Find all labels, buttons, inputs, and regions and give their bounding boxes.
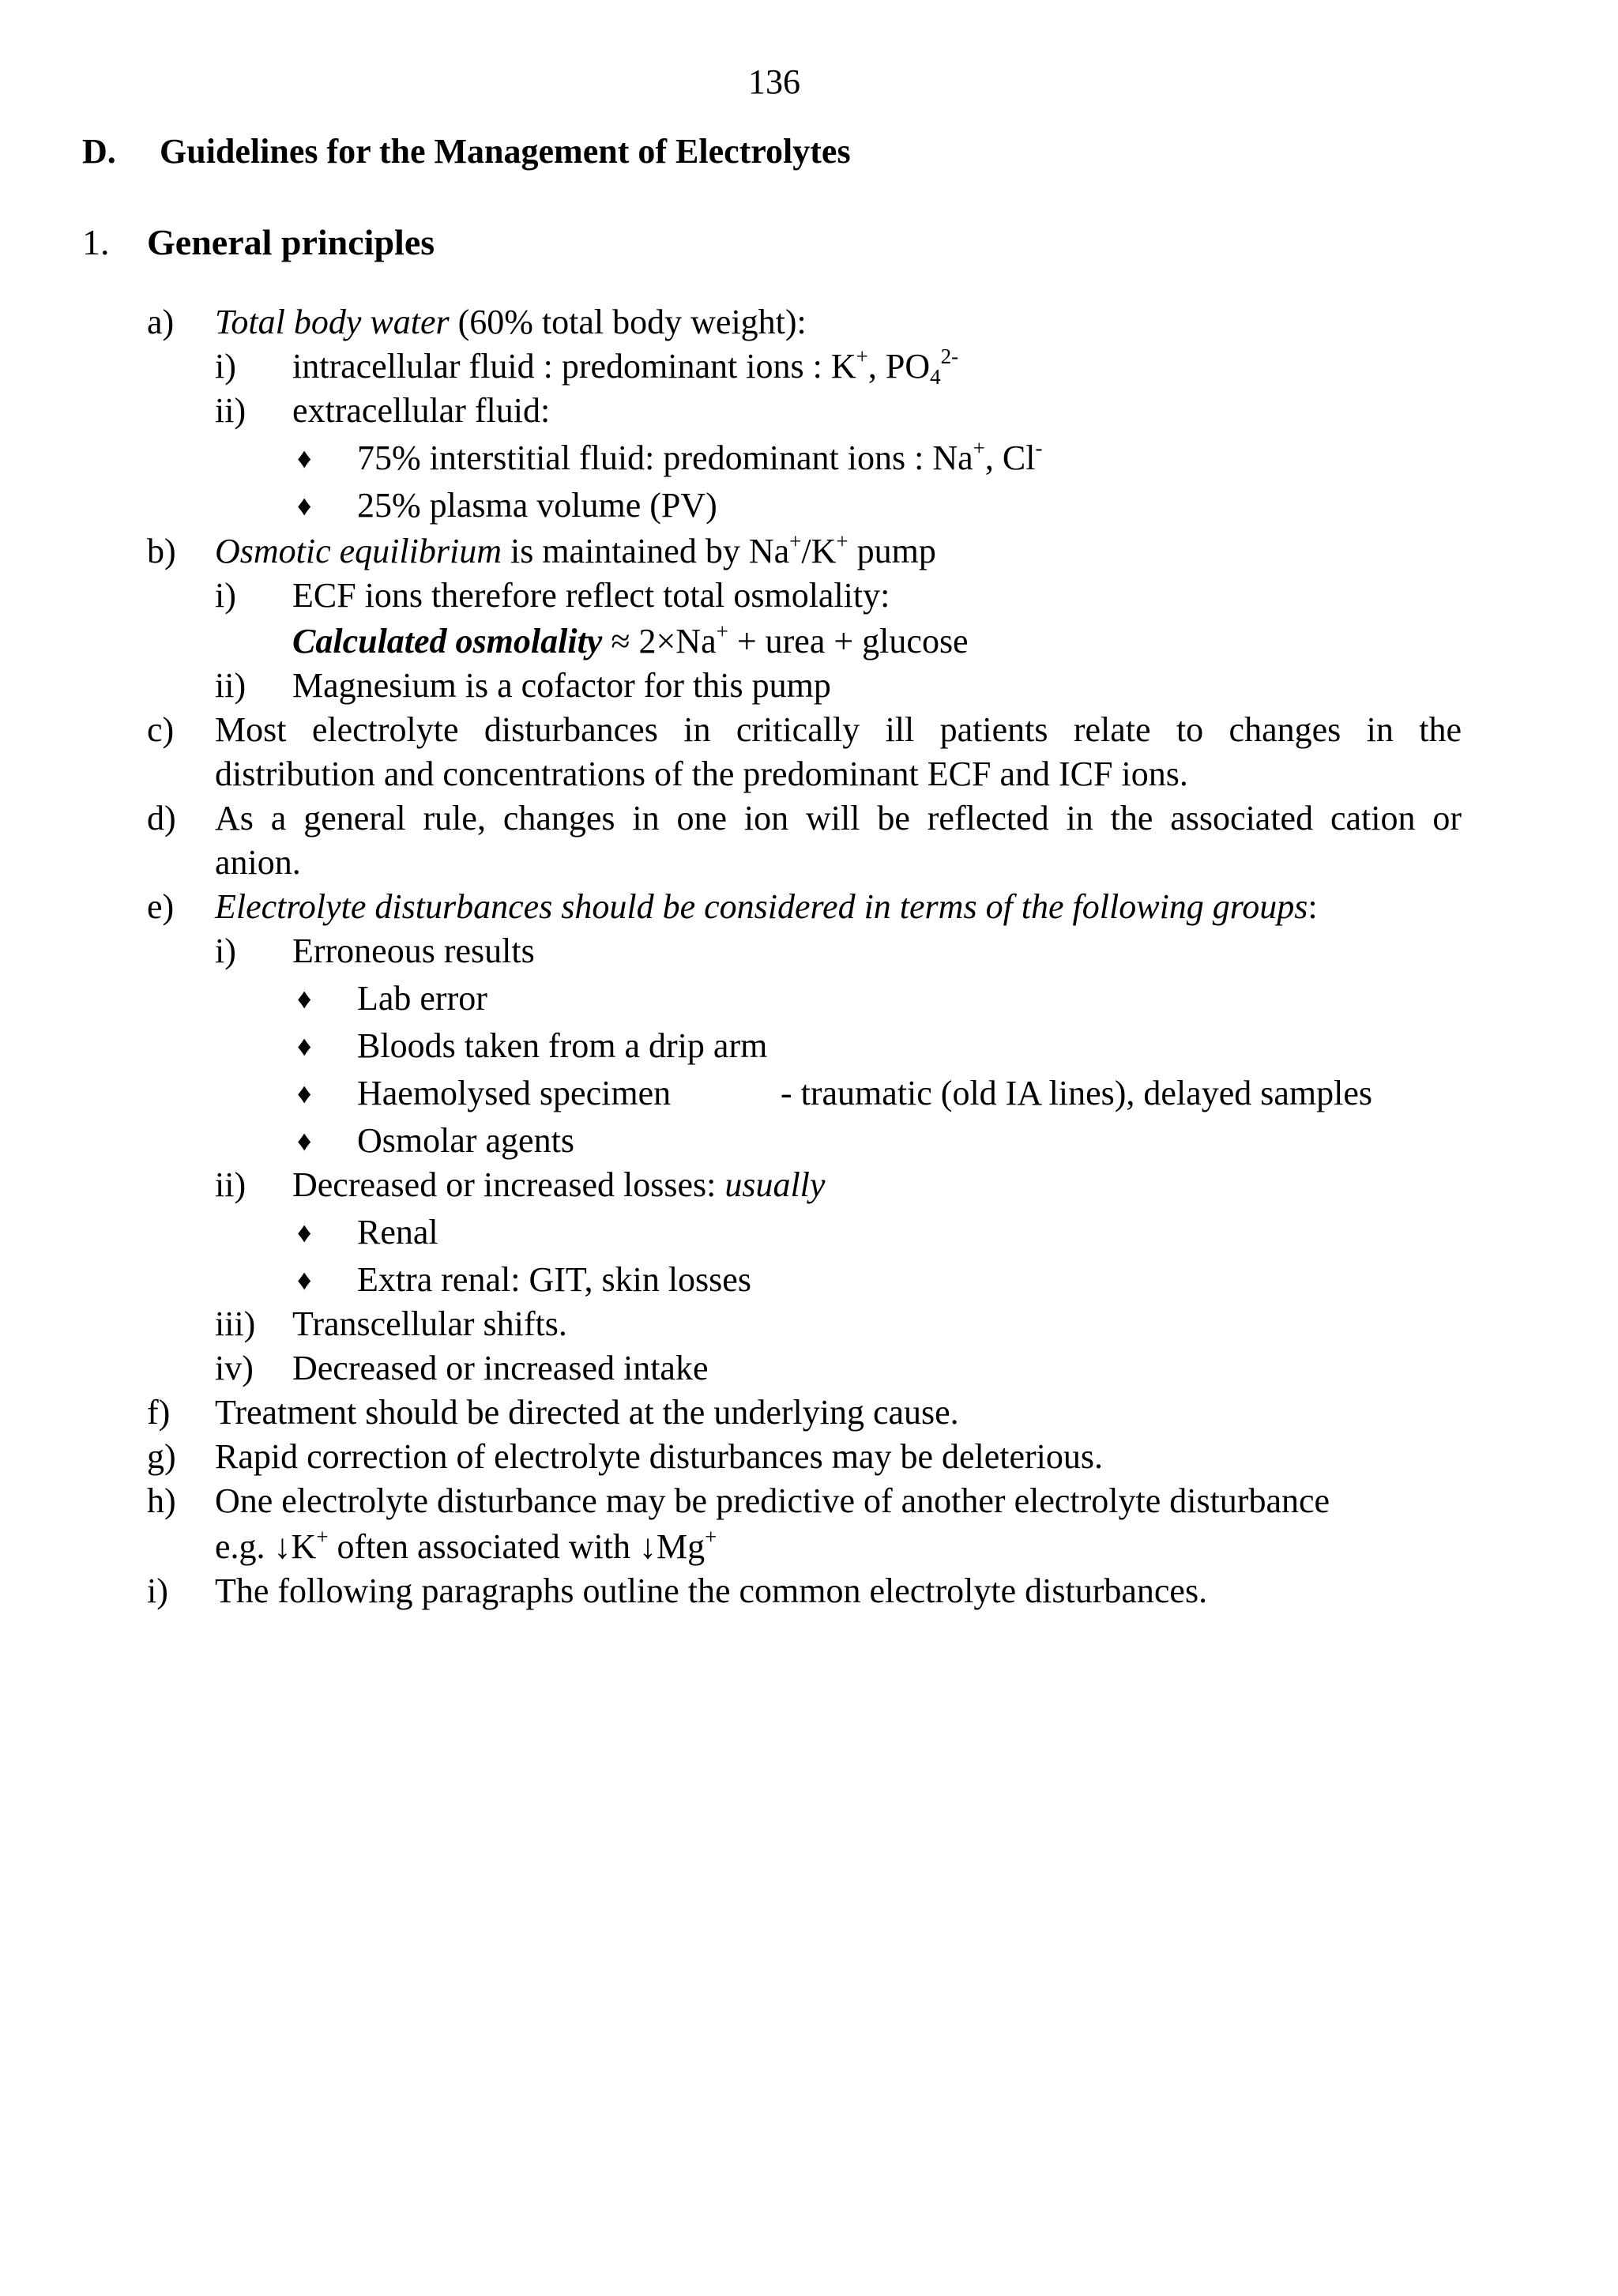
subitem-text-mid: , PO — [867, 347, 931, 386]
diamond-bullet-icon: ♦ — [297, 1264, 312, 1296]
bullet-text: 25% plasma volume (PV) — [357, 486, 717, 525]
item-marker: h) — [147, 1481, 176, 1520]
diamond-bullet-icon: ♦ — [297, 442, 312, 474]
section-heading — [82, 134, 851, 169]
subitem-marker: ii) — [215, 391, 246, 430]
item-text — [215, 305, 807, 340]
item-text — [215, 887, 1318, 926]
subitem-text: Magnesium is a cofactor for this pump — [292, 666, 831, 705]
bullet-text: Lab error — [357, 979, 487, 1018]
item-text-line — [215, 1525, 717, 1566]
superscript: 2- — [940, 344, 959, 368]
subsection-title: General principles — [147, 222, 435, 262]
item-text: The following paragraphs outline the common electrolyte disturbances. — [215, 1571, 1208, 1610]
item-marker: g) — [147, 1437, 176, 1476]
bullet-text-main: 75% interstitial fluid: predominant ions : Na — [357, 438, 973, 477]
formula-text — [292, 619, 969, 661]
bullet-text: Extra renal: GIT, skin losses — [357, 1260, 751, 1299]
item-marker: b) — [147, 532, 176, 570]
item-italic: Electrolyte disturbances should be considered in terms of the following groups — [215, 887, 1308, 926]
approx-symbol: ≈ — [602, 622, 639, 661]
item-text: Treatment should be directed at the underlying cause. — [215, 1393, 959, 1432]
subitem-text — [292, 1165, 826, 1204]
bullet-text: Haemolysed specimen — [357, 1074, 672, 1112]
bullet-text: Osmolar agents — [357, 1121, 574, 1160]
subitem-text — [292, 344, 959, 389]
item-marker: d) — [147, 799, 176, 837]
subitem-text: extracellular fluid: — [292, 391, 551, 430]
item-marker: e) — [147, 887, 175, 926]
subitem-text: Decreased or increased intake — [292, 1349, 709, 1387]
section-letter: D. — [82, 132, 116, 171]
subitem-marker: iii) — [215, 1304, 256, 1343]
down-arrow-icon: ↓ — [639, 1527, 657, 1566]
subitem-marker: ii) — [215, 666, 246, 705]
superscript: + — [973, 436, 985, 460]
subsection-heading — [82, 224, 435, 261]
diamond-bullet-icon: ♦ — [297, 1030, 312, 1062]
bullet-text — [357, 436, 1043, 477]
page-number: 136 — [748, 62, 800, 101]
bullet-note: - traumatic (old IA lines), delayed samples — [781, 1074, 1372, 1112]
subsection-number: 1. — [82, 222, 110, 262]
bullet-text: Renal — [357, 1213, 438, 1252]
subitem-text: Erroneous results — [292, 932, 535, 970]
item-text — [215, 529, 936, 570]
diamond-bullet-icon: ♦ — [297, 1078, 312, 1109]
item-marker: f) — [147, 1393, 171, 1432]
subscript: 4 — [930, 365, 941, 389]
subitem-marker: ii) — [215, 1165, 246, 1204]
example-prefix: e.g. — [215, 1527, 274, 1566]
subitem-marker: i) — [215, 347, 236, 386]
diamond-bullet-icon: ♦ — [297, 1217, 312, 1248]
item-italic: Osmotic equilibrium — [215, 532, 502, 570]
formula-term: 2×Na — [638, 622, 717, 661]
subitem-text: Transcellular shifts. — [292, 1304, 567, 1343]
subitem-text-main: Decreased or increased losses: — [292, 1165, 725, 1204]
bullet-text-mid: , Cl — [984, 438, 1036, 477]
item-marker: a) — [147, 303, 175, 341]
item-rest: pump — [848, 532, 936, 570]
bullet-text: Bloods taken from a drip arm — [357, 1026, 768, 1065]
item-rest: : — [1308, 887, 1318, 926]
item-text-line: Most electrolyte disturbances in critically ill patients relate to changes in the — [215, 710, 1462, 749]
superscript: + — [856, 344, 868, 368]
item-italic: Total body water — [215, 303, 450, 341]
example-mid: often associated with — [328, 1527, 639, 1566]
superscript: + — [316, 1525, 329, 1549]
subitem-italic: usually — [724, 1165, 826, 1204]
diamond-bullet-icon: ♦ — [297, 490, 312, 521]
item-text-line: One electrolyte disturbance may be predictive of another electrolyte disturbance — [215, 1481, 1330, 1520]
item-text-line: distribution and concentrations of the predominant ECF and ICF ions. — [215, 755, 1188, 793]
superscript: + — [705, 1525, 717, 1549]
item-marker: i) — [147, 1571, 168, 1610]
item-text-line: As a general rule, changes in one ion will be reflected in the associated cation or — [215, 799, 1462, 837]
subitem-marker: iv) — [215, 1349, 254, 1387]
subitem-marker: i) — [215, 576, 236, 615]
subitem-text-main: intracellular fluid : predominant ions : K — [292, 347, 856, 386]
item-text-line: anion. — [215, 843, 301, 882]
ion-symbol: K — [291, 1527, 317, 1566]
subitem-marker: i) — [215, 932, 236, 970]
diamond-bullet-icon: ♦ — [297, 983, 312, 1014]
down-arrow-icon: ↓ — [273, 1527, 292, 1566]
item-rest: is maintained by Na — [501, 532, 790, 570]
item-rest: (60% total body weight): — [449, 303, 807, 341]
item-text: Rapid correction of electrolyte disturbances may be deleterious. — [215, 1437, 1104, 1476]
section-title: Guidelines for the Management of Electrolytes — [160, 132, 851, 171]
superscript: + — [789, 529, 802, 553]
subitem-text: ECF ions therefore reflect total osmolality: — [292, 576, 890, 615]
item-marker: c) — [147, 710, 175, 749]
superscript: + — [716, 619, 728, 643]
item-rest: /K — [801, 532, 837, 570]
formula-term: + urea + glucose — [728, 622, 969, 661]
diamond-bullet-icon: ♦ — [297, 1125, 312, 1157]
superscript: - — [1035, 436, 1043, 460]
ion-symbol: Mg — [657, 1527, 706, 1566]
formula-label: Calculated osmolality — [292, 622, 603, 661]
superscript: + — [836, 529, 849, 553]
